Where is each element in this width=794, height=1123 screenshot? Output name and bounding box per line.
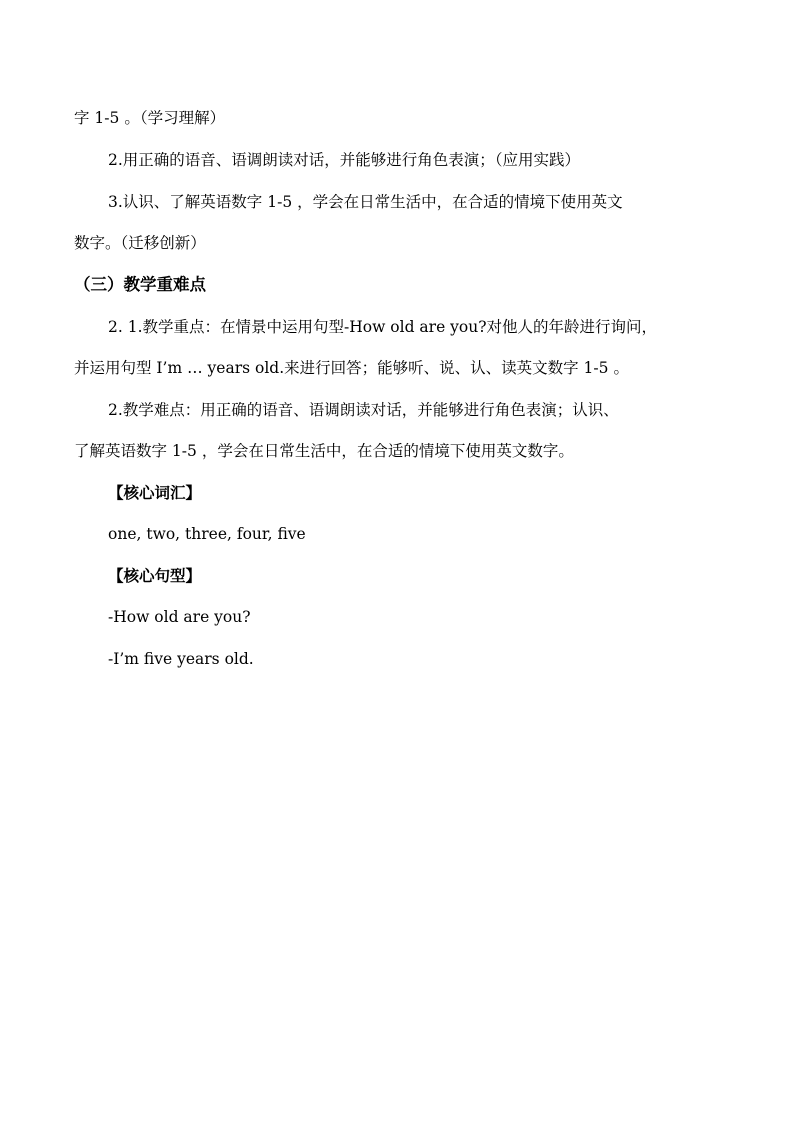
core-sentence-question: -How old are you? — [108, 608, 251, 626]
difficult-point: 2.教学难点：用正确的语音、语调朗读对话，并能够进行角色表演；认识、 — [108, 401, 619, 419]
objective-2: 2.用正确的语音、语调朗读对话，并能够进行角色表演；（应用实践） — [108, 151, 581, 169]
paragraph-line: 字 1-5 。（学习理解） — [74, 109, 226, 127]
core-sentence-answer: -I’m five years old. — [108, 650, 254, 668]
core-vocabulary: one, two, three, four, five — [108, 525, 306, 543]
difficult-point-continued: 了解英语数字 1-5 ，学会在日常生活中，在合适的情境下使用英文数字。 — [74, 442, 574, 460]
key-point: 2. 1.教学重点：在情景中运用句型-How old are you?对他人的年龄进行询问， — [108, 318, 658, 336]
section-heading: （三）教学重难点 — [74, 275, 206, 294]
objective-3-continued: 数字。（迁移创新） — [74, 234, 206, 252]
core-sentence-heading: 【核心句型】 — [108, 566, 202, 585]
objective-3: 3.认识、了解英语数字 1-5 ，学会在日常生活中，在合适的情境下使用英文 — [108, 193, 623, 211]
core-vocabulary-heading: 【核心词汇】 — [108, 483, 202, 502]
key-point-continued: 并运用句型 I’m … years old.来进行回答；能够听、说、认、读英文数字 1-5 。 — [74, 359, 629, 377]
